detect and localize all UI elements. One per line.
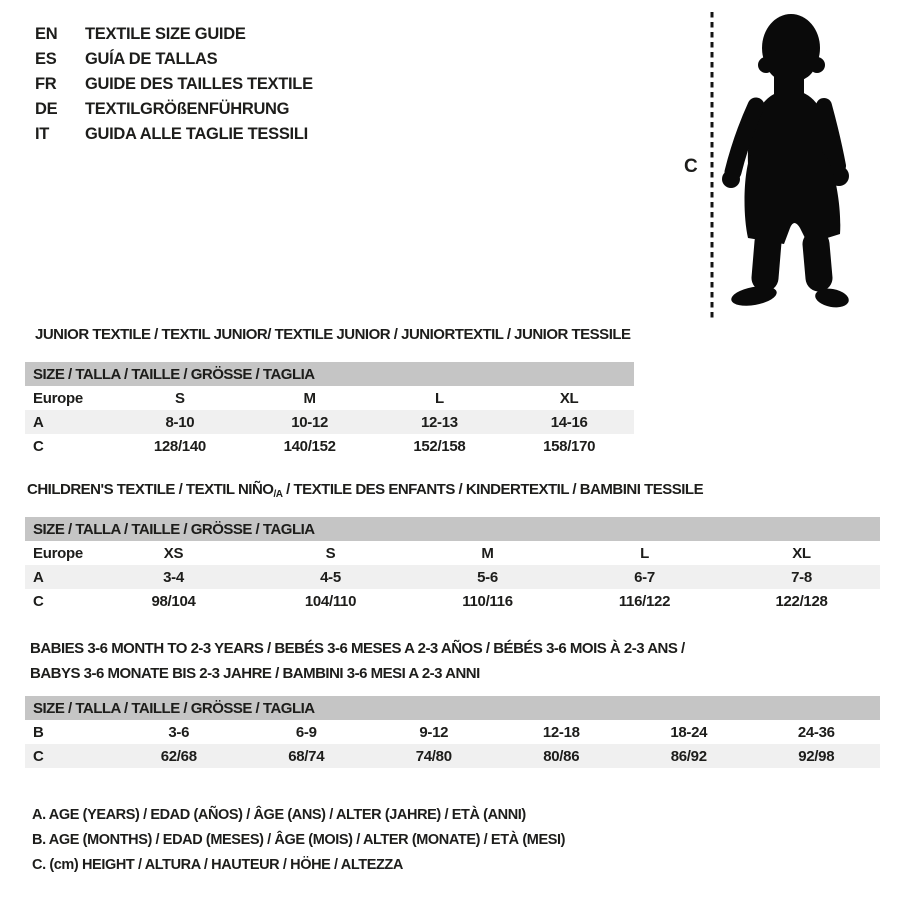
table-cell: 80/86 (543, 747, 580, 765)
row-label: Europe (33, 544, 83, 562)
language-code: EN (35, 25, 58, 43)
legend-footnotes (32, 803, 565, 878)
children-title-suffix: / TEXTILE DES ENFANTS / KINDERTEXTIL / BAMBINI TESSILE (282, 481, 704, 498)
babies-section-title (30, 636, 685, 686)
children-section-title (27, 481, 703, 500)
table-cell: 74/80 (415, 747, 452, 765)
size-header-band: SIZE / TALLA / TAILLE / GRÖSSE / TAGLIA (25, 696, 880, 720)
table-cell: M (303, 389, 316, 407)
size-header-band: SIZE / TALLA / TAILLE / GRÖSSE / TAGLIA (25, 362, 634, 386)
toddler-silhouette-icon (720, 6, 852, 312)
table-cell: XS (163, 544, 184, 562)
table-cell: 62/68 (160, 747, 197, 765)
row-label: A (33, 568, 44, 586)
table-cell: L (434, 389, 444, 407)
table-cell: 3-6 (168, 723, 190, 741)
table-cell: 8-10 (165, 413, 195, 431)
babies-title-line2: BABYS 3-6 MONATE BIS 2-3 JAHRE / BAMBINI 3-6 MESI A 2-3 ANNI (30, 665, 480, 682)
language-label: GUIDA ALLE TAGLIE TESSILI (85, 125, 308, 143)
table-cell: 86/92 (670, 747, 707, 765)
table-cell: 12-18 (542, 723, 580, 741)
table-cell: 14-16 (550, 413, 588, 431)
height-dotted-line-icon (710, 12, 714, 318)
table-row-age (25, 410, 634, 434)
row-label: C (33, 437, 44, 455)
language-code: IT (35, 125, 50, 143)
table-cell: 9-12 (419, 723, 449, 741)
children-title-prefix: CHILDREN'S TEXTILE / TEXTIL NIÑO (27, 481, 274, 498)
language-code: FR (35, 75, 57, 93)
language-row-it (35, 122, 313, 147)
table-cell: 98/104 (151, 592, 196, 610)
table-row-height (25, 744, 880, 768)
table-cell: 158/170 (543, 437, 596, 455)
table-row-height (25, 434, 634, 458)
language-code: DE (35, 100, 58, 118)
table-cell: XL (559, 389, 579, 407)
size-header-band: SIZE / TALLA / TAILLE / GRÖSSE / TAGLIA (25, 517, 880, 541)
language-label: TEXTILGRÖßENFÜHRUNG (85, 100, 290, 118)
footnote-height-cm: C. (cm) HEIGHT / ALTURA / HAUTEUR / HÖHE / ALTEZZA (32, 857, 403, 873)
table-cell: 12-13 (420, 413, 458, 431)
language-row-en (35, 22, 313, 47)
language-code: ES (35, 50, 57, 68)
table-cell: S (325, 544, 336, 562)
table-cell: 110/116 (462, 592, 513, 610)
junior-section-title: JUNIOR TEXTILE / TEXTIL JUNIOR/ TEXTILE JUNIOR / JUNIORTEXTIL / JUNIOR TESSILE (35, 326, 631, 343)
table-cell: 18-24 (670, 723, 708, 741)
table-cell: 7-8 (791, 568, 812, 586)
table-cell: 128/140 (153, 437, 206, 455)
table-row-age (25, 565, 880, 589)
row-label: B (33, 723, 44, 741)
table-cell: 24-36 (797, 723, 835, 741)
language-label: GUÍA DE TALLAS (85, 50, 218, 68)
footnote-age-months: B. AGE (MONTHS) / EDAD (MESES) / ÂGE (MOIS) / ALTER (MONATE) / ETÀ (MESI) (32, 832, 566, 848)
table-cell: 92/98 (798, 747, 835, 765)
footnote-age-years: A. AGE (YEARS) / EDAD (AÑOS) / ÂGE (ANS) / ALTER (JAHRE) / ETÀ (ANNI) (32, 807, 526, 823)
row-label: A (33, 413, 44, 431)
table-cell: 5-6 (477, 568, 498, 586)
babies-size-table (25, 696, 880, 768)
language-label: TEXTILE SIZE GUIDE (85, 25, 246, 43)
table-row-europe (25, 386, 634, 410)
table-cell: 122/128 (775, 592, 828, 610)
table-cell: 10-12 (291, 413, 329, 431)
language-row-es (35, 47, 313, 72)
table-cell: 68/74 (288, 747, 325, 765)
table-cell: L (640, 544, 649, 562)
row-label: C (33, 592, 44, 610)
junior-size-table (25, 362, 634, 458)
language-row-fr (35, 72, 313, 97)
language-row-de (35, 97, 313, 122)
table-cell: 6-7 (634, 568, 655, 586)
table-cell: 140/152 (283, 437, 336, 455)
table-cell: 3-4 (163, 568, 184, 586)
language-label: GUIDE DES TAILLES TEXTILE (85, 75, 313, 93)
table-cell: S (175, 389, 185, 407)
children-size-table (25, 517, 880, 613)
table-cell: 104/110 (304, 592, 357, 610)
table-row-europe (25, 541, 880, 565)
table-cell: 116/122 (618, 592, 671, 610)
row-label: Europe (33, 389, 83, 407)
babies-title-line1: BABIES 3-6 MONTH TO 2-3 YEARS / BEBÉS 3-6 MESES A 2-3 AÑOS / BÉBÉS 3-6 MOIS À 2-3 ANS / (30, 640, 685, 657)
table-cell: XL (792, 544, 811, 562)
height-measure-label: C (684, 156, 698, 177)
table-row-months (25, 720, 880, 744)
table-cell: 4-5 (320, 568, 341, 586)
table-cell: 152/158 (413, 437, 466, 455)
table-row-height (25, 589, 880, 613)
language-list (35, 22, 313, 147)
table-cell: 6-9 (295, 723, 317, 741)
children-title-subscript: /A (273, 489, 283, 500)
table-cell: M (481, 544, 494, 562)
row-label: C (33, 747, 44, 765)
